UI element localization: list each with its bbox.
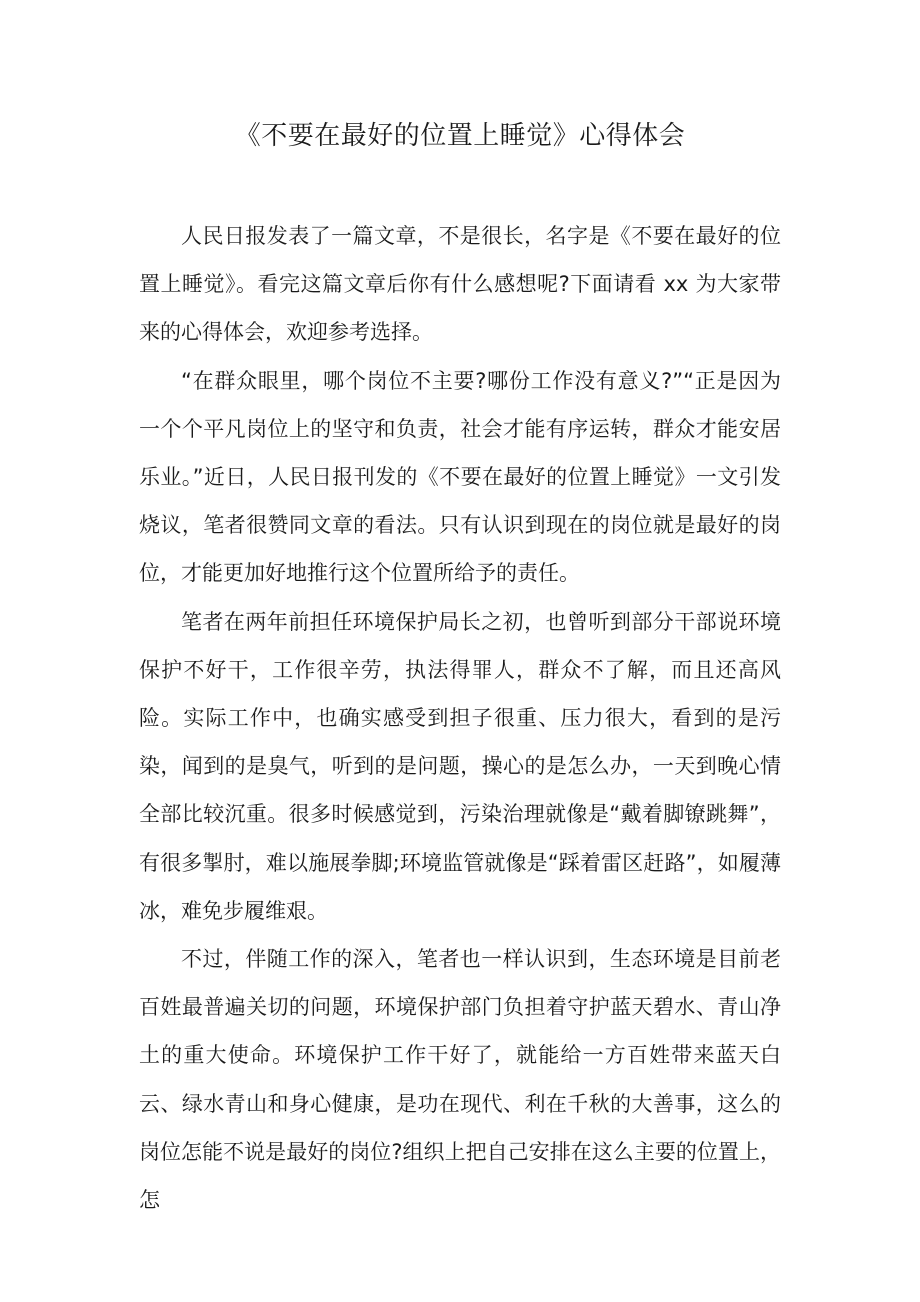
- paragraph-experience: 笔者在两年前担任环境保护局长之初，也曾听到部分干部说环境保护不好干，工作很辛劳，执法得罪人，群众不了解，而且还高风险。实际工作中，也确实感受到担子很重、压力很大，看到的是污染，闻到的是臭气，听到的是问题，操心的是怎么办，一天到晚心情全部比较沉重。很多时候感觉到，污染治理就像是“戴着脚镣跳舞”，有很多掣肘，难以施展拳脚;环境监管就像是“踩着雷区赶路”，如履薄冰，难免步履维艰。: [139, 609, 781, 923]
- paragraph-realization: 不过，伴随工作的深入，笔者也一样认识到，生态环境是目前老百姓最普遍关切的问题，环境保护部门负担着守护蓝天碧水、青山净土的重大使命。环境保护工作干好了，就能给一方百姓带来蓝天白云、绿水青山和身心健康，是功在现代、利在千秋的大善事，这么的岗位怎能不说是最好的岗位?组织上把自己安排在这么主要的位置上，怎: [139, 947, 781, 1213]
- document-title: 《不要在最好的位置上睡觉》心得体会: [234, 121, 686, 151]
- paragraph-quote: “在群众眼里，哪个岗位不主要?哪份工作没有意义?”“正是因为一个个平凡岗位上的坚守和负责，社会才能有序运转，群众才能安居乐业。”近日，人民日报刊发的《不要在最好的位置上睡觉》一文引发烧议，笔者很赞同文章的看法。只有认识到现在的岗位就是最好的岗位，才能更加好地推行这个位置所给予的责任。: [139, 368, 781, 586]
- paragraph-intro: 人民日报发表了一篇文章，不是很长，名字是《不要在最好的位置上睡觉》。看完这篇文章后你有什么感想呢?下面请看 xx 为大家带来的心得体会，欢迎参考选择。: [139, 224, 781, 345]
- document-body: [139, 212, 781, 1224]
